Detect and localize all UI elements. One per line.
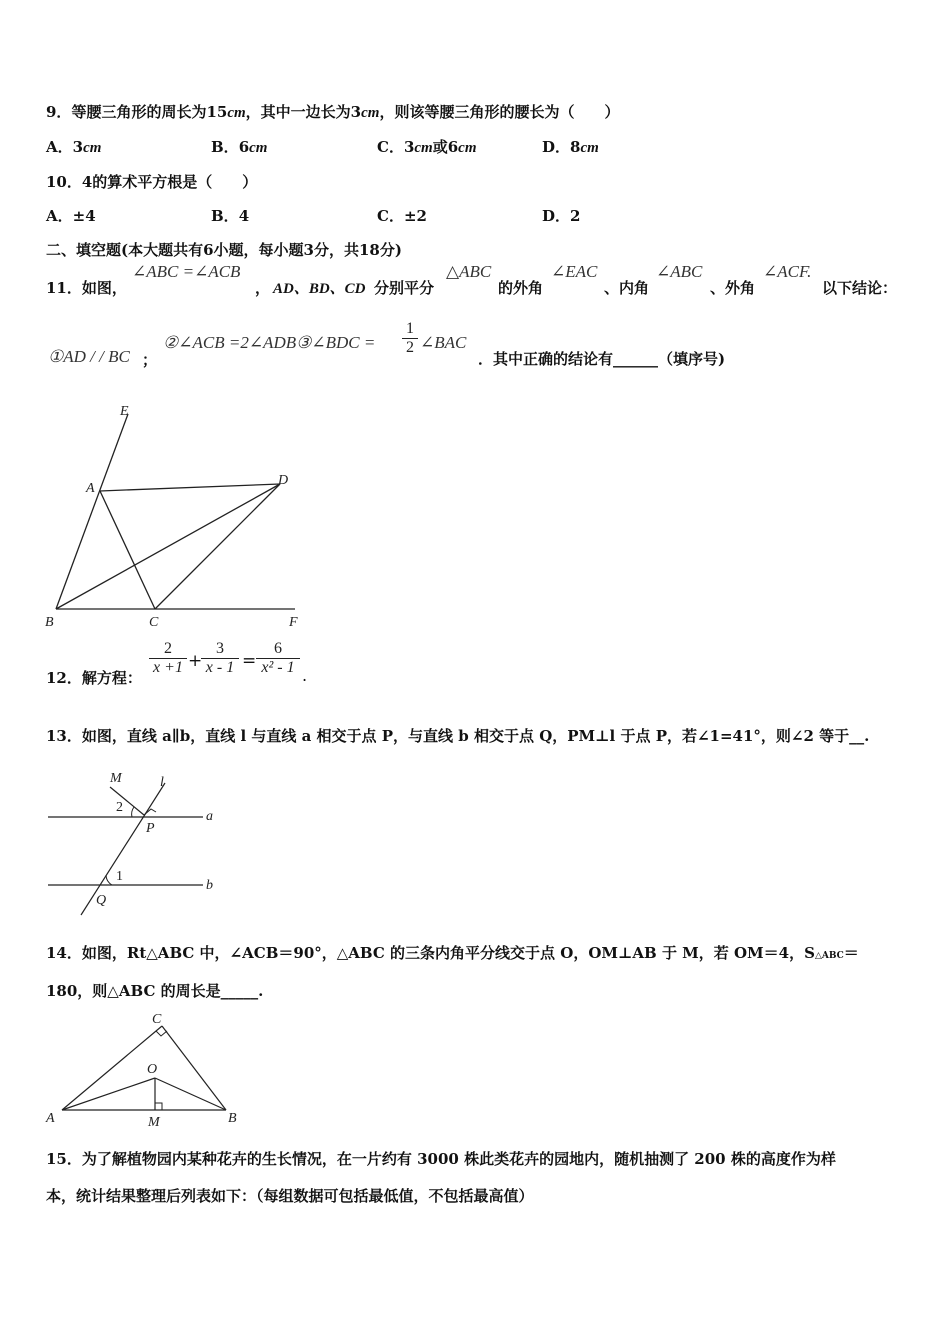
q10-option-c[interactable]: C．±2 <box>377 207 427 225</box>
q15-line2: 本，统计结果整理后列表如下：（每组数据可包括最低值，不包括最高值） <box>46 1187 534 1205</box>
q11-ang-abc: ∠ABC <box>656 262 703 281</box>
q11-half-den: 2 <box>406 339 414 356</box>
q11-conclusion-1: ①AD / / BC <box>48 347 130 366</box>
q13-figure <box>40 765 225 920</box>
label-a: a <box>206 809 213 824</box>
label-1: 1 <box>116 869 123 884</box>
q9-option-d[interactable]: D．8cm <box>542 138 599 156</box>
label-B: B <box>45 615 54 630</box>
line-A-D <box>100 484 280 491</box>
q12-label: 12．解方程： <box>46 669 142 687</box>
q12-fraction-3: 6 x² - 1 <box>256 640 300 677</box>
label-P: P <box>146 821 155 836</box>
q11-half-fraction <box>402 320 418 357</box>
label-B: B <box>228 1111 237 1126</box>
label-E: E <box>120 404 129 419</box>
q11-tail: 以下结论： <box>822 279 898 297</box>
q13-text: 13．如图，直线 a∥b，直线 l 与直线 a 相交于点 P，与直线 b 相交于点 Q，PM⊥l 于点 P，若∠1=41°，则∠2 等于__. <box>46 727 870 745</box>
right-angle-mark <box>144 809 156 815</box>
q10-option-d[interactable]: D．2 <box>542 207 581 225</box>
q11-lines: AD、BD、CD <box>273 281 366 297</box>
q11-inner: 、内角 <box>604 279 650 297</box>
q14-line1: 14．如图，Rt△ABC 中，∠ACB＝90°，△ABC 的三条内角平分线交于点 O，OM⊥AB 于 M，若 OM＝4，S△ABC＝ <box>46 944 859 962</box>
label-Q: Q <box>96 893 107 908</box>
q11-conclusion-3: ∠BAC <box>420 333 467 352</box>
q15-line1: 15．为了解植物园内某种花卉的生长情况，在一片约有 3000 株此类花卉的园地内，随机抽测了 200 株的高度作为样 <box>46 1150 836 1168</box>
q14-line2: 180，则△ABC 的周长是_____. <box>46 982 264 1000</box>
line-C-D <box>155 484 280 609</box>
seg-OB <box>155 1078 226 1110</box>
q12-fraction-2: 3 x - 1 <box>201 640 239 677</box>
q9-stem: 9．等腰三角形的周长为15cm，其中一边长为3cm，则该等腰三角形的腰长为（ ） <box>46 103 620 121</box>
label-A: A <box>86 481 95 496</box>
q14-figure <box>40 1008 250 1133</box>
label-F: F <box>289 615 298 630</box>
angle-1-arc <box>106 875 112 885</box>
line-l <box>81 783 165 915</box>
q11-split: 分别平分 <box>374 279 435 297</box>
q9-option-a[interactable]: A．3cm <box>46 138 102 156</box>
q12-fraction-1: 2 x +1 <box>149 640 187 677</box>
label-2: 2 <box>116 800 123 815</box>
q11-conclusion-2: ②∠ACB =2∠ADB③∠BDC = <box>163 333 376 352</box>
label-A: A <box>46 1111 55 1126</box>
q9-option-c[interactable]: C．3cm或6cm <box>377 138 477 156</box>
label-O: O <box>147 1062 158 1077</box>
label-C: C <box>149 615 159 630</box>
side-CB <box>162 1026 226 1110</box>
q11-comma: ， <box>255 279 271 297</box>
q11-outer: 的外角 <box>498 279 544 297</box>
label-D: D <box>278 473 289 488</box>
q11-figure <box>40 400 310 635</box>
label-M: M <box>148 1115 160 1130</box>
label-b: b <box>206 878 213 893</box>
q12-dot: . <box>302 666 308 685</box>
q11-half-num: 1 <box>406 320 414 337</box>
line-A-C <box>100 491 155 609</box>
q11-semi: ； <box>142 351 158 369</box>
label-l: l <box>160 775 164 790</box>
q10-option-a[interactable]: A．±4 <box>46 207 96 225</box>
q11-tri: △ABC <box>446 262 492 281</box>
label-M: M <box>110 771 122 786</box>
q12-equals: = <box>242 651 257 671</box>
label-C: C <box>152 1012 162 1027</box>
q10-option-b[interactable]: B．4 <box>211 207 250 225</box>
angle-2-arc <box>132 807 134 817</box>
q12-plus: + <box>188 651 203 671</box>
right-angle-M <box>155 1103 162 1110</box>
q11-eq: ∠ABC =∠ACB <box>132 262 241 281</box>
line-B-D <box>56 484 280 609</box>
q11-number: 11．如图， <box>46 279 127 297</box>
q11-outer2: 、外角 <box>710 279 756 297</box>
q10-stem: 10．4的算术平方根是（ ） <box>46 173 258 191</box>
q9-option-b[interactable]: B．6cm <box>211 138 268 156</box>
q11-ask: ．其中正确的结论有______（填序号) <box>478 350 726 368</box>
q11-ang-eac: ∠EAC <box>551 262 598 281</box>
right-angle-C <box>156 1031 167 1036</box>
section-heading: 二、填空题(本大题共有6小题，每小题3分，共18分) <box>46 241 402 259</box>
q11-ang-acf: ∠ACF. <box>763 262 812 281</box>
seg-OA <box>62 1078 155 1110</box>
line-B-E <box>56 414 128 609</box>
